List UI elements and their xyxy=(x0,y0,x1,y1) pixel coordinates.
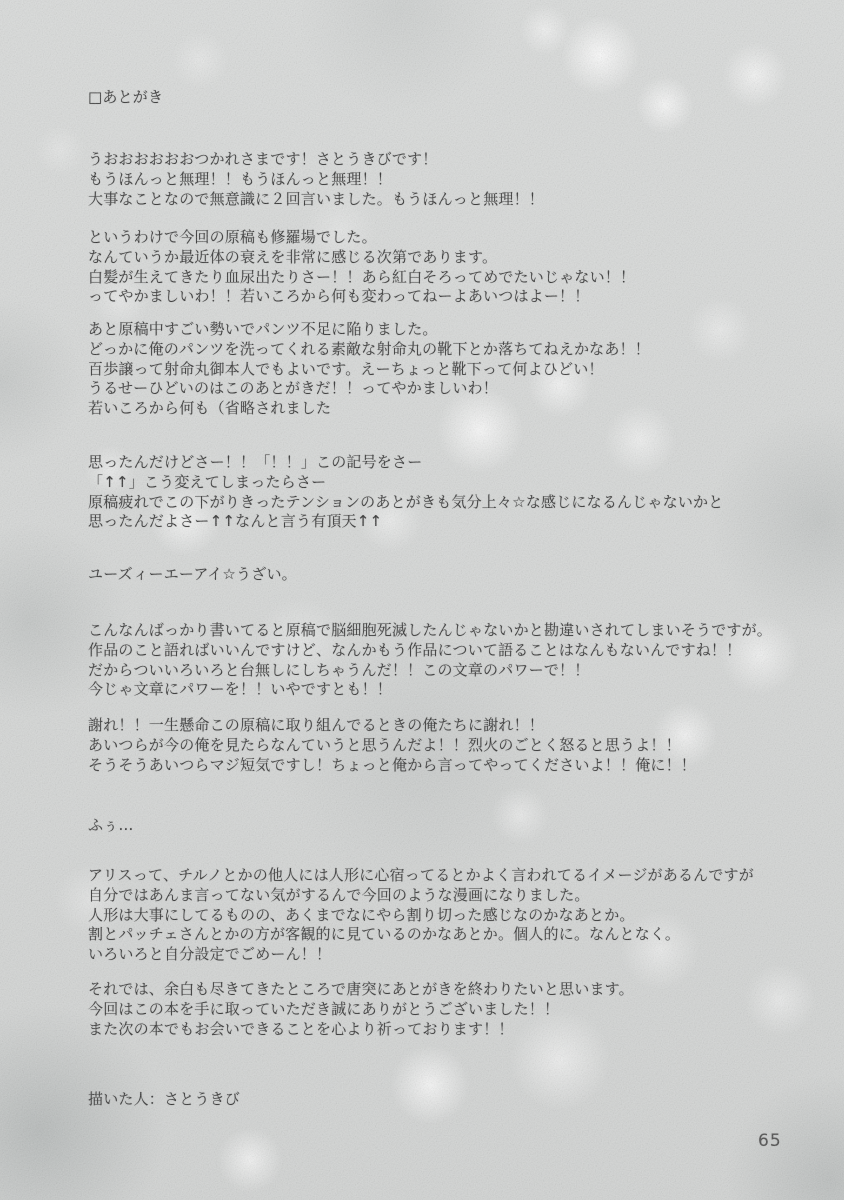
afterword-paragraph xyxy=(88,816,134,836)
afterword-line: 謝れ！！一生懸命この原稿に取り組んでるときの俺たちに謝れ！！ xyxy=(88,716,545,734)
afterword-line: 作品のこと語ればいいんですけど、なんかもう作品について語ることはなんもないんですね！！ xyxy=(88,640,742,659)
afterword-line: なんていうか最近体の衰えを非常に感じる次第であります。 xyxy=(88,247,498,266)
afterword-line: 今回はこの本を手に取っていただき誠にありがとうございました！！ xyxy=(88,999,560,1018)
afterword-line: 今じゃ文章にパワーを！！いやですとも！！ xyxy=(88,680,393,699)
afterword-line: ユーズィーエーアイ☆うざい。 xyxy=(88,565,297,583)
afterword-line: 原稿疲れでこの下がりきったテンションのあとがきも気分上々☆な感じになるんじゃないかと xyxy=(88,492,724,511)
afterword-line: いろいろと自分設定でごめーん！！ xyxy=(88,945,332,964)
afterword-line: 「↑↑」こう変えてしまったらさー xyxy=(88,472,327,491)
afterword-heading: □あとがき xyxy=(88,88,164,106)
afterword-line: こんなんばっかり書いてると原稿で脳細胞死滅したんじゃないかと勘違いされてしまいそうですが。 xyxy=(88,621,773,639)
afterword-line: また次の本でもお会いできることを心より祈っております！！ xyxy=(88,1019,514,1038)
afterword-line: ってやかましいわ！！若いころから何も変わってねーよあいつはよー！！ xyxy=(88,287,590,306)
afterword-line: だからついいろいろと台無しにしちゃうんだ！！この文章のパワーで！！ xyxy=(88,660,590,679)
afterword-line: アリスって、チルノとかの他人には人形に心宿ってるとかよく言われてるイメージがあるんですが xyxy=(88,866,754,884)
afterword-line: 思ったんだよさー↑↑なんと言う有頂天↑↑ xyxy=(88,512,383,531)
afterword-paragraph xyxy=(88,565,297,585)
afterword-line: 白髪が生えてきたり血尿出たりさー！！あら紅白そろってめでたいじゃない！！ xyxy=(88,267,636,286)
afterword-line: 若いころから何も（省略されました xyxy=(88,399,332,418)
afterword-line: どっかに俺のパンツを洗ってくれる素敵な射命丸の靴下とか落ちてねえかなあ！！ xyxy=(88,339,650,358)
page-number: 65 xyxy=(758,1131,782,1151)
afterword-line: というわけで今回の原稿も修羅場でした。 xyxy=(88,228,377,246)
afterword-line: 人形は大事にしてるものの、あくまでなにやら割り切った感じなのかなあとか。 xyxy=(88,905,635,924)
afterword-line: 自分ではあんま言ってない気がするんで今回のような漫画になりました。 xyxy=(88,885,590,904)
afterword-line: それでは、余白も尽きてきたところで唐突にあとがきを終わりたいと思います。 xyxy=(88,980,634,998)
afterword-line: ふぅ… xyxy=(88,816,134,834)
afterword-line: 思ったんだけどさー！！「！！」この記号をさー xyxy=(88,453,423,471)
afterword-line: 割とパッチェさんとかの方が客観的に見ているのかなあとか。個人的に。なんとなく。 xyxy=(88,925,681,944)
afterword-paragraph xyxy=(88,150,544,209)
afterword-paragraph xyxy=(88,716,696,775)
afterword-paragraph xyxy=(88,228,635,307)
afterword-line: うるせーひどいのはこのあとがきだ！！ってやかましいわ！ xyxy=(88,379,498,398)
afterword-line: うおおおおおおつかれさまです！さとうきびです！ xyxy=(88,150,438,168)
afterword-paragraph xyxy=(88,866,754,965)
afterword-paragraph xyxy=(88,320,650,419)
afterword-line: 百歩譲って射命丸御本人でもよいです。えーちょっと靴下って何よひどい！ xyxy=(88,359,604,378)
afterword-line: もうほんっと無理！！もうほんっと無理！！ xyxy=(88,169,393,188)
afterword-paragraph xyxy=(88,980,634,1039)
afterword-paragraph xyxy=(88,453,723,532)
credit-line: 描いた人：さとうきび xyxy=(88,1090,241,1108)
afterword-line: あと原稿中すごい勢いでパンツ不足に陥りました。 xyxy=(88,320,438,338)
afterword-line: そうそうあいつらマジ短気ですし！ちょっと俺から言ってやってくださいよ！！俺に！！ xyxy=(88,755,697,774)
afterword-paragraph xyxy=(88,621,772,700)
afterword-line: あいつらが今の俺を見たらなんていうと思うんだよ！！烈火のごとく怒ると思うよ！！ xyxy=(88,735,681,754)
afterword-line: 大事なことなので無意識に２回言いました。もうほんっと無理！！ xyxy=(88,189,545,208)
